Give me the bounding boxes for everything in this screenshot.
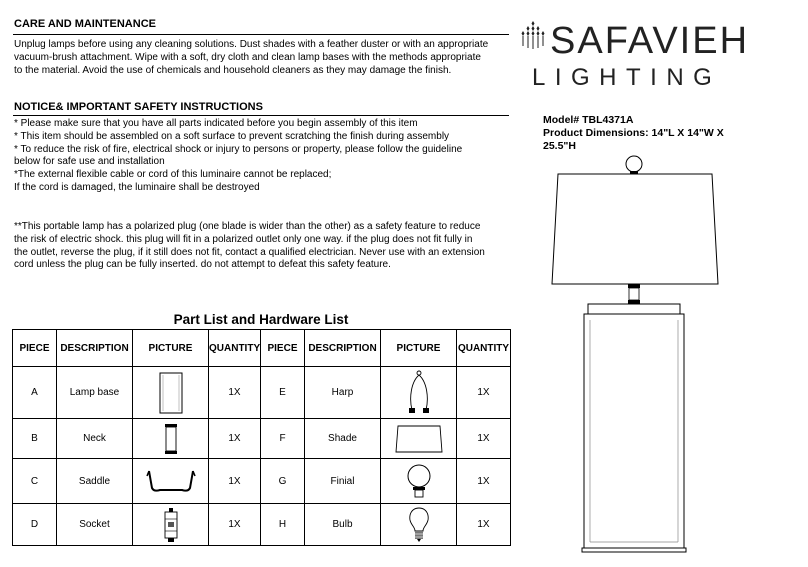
quantity-cell: 1X xyxy=(457,504,511,546)
product-dimensions: Product Dimensions: 14"L X 14"W X xyxy=(543,127,724,139)
description-cell: Socket xyxy=(57,504,133,546)
quantity-cell: 1X xyxy=(209,419,261,459)
product-dimensions-cont: 25.5"H xyxy=(543,140,576,152)
table-row xyxy=(13,504,511,546)
polarized-plug-paragraph xyxy=(14,221,485,272)
picture-cell xyxy=(133,367,209,419)
picture-cell xyxy=(381,459,457,504)
table-row xyxy=(13,367,511,419)
notice-line: * To reduce the risk of fire, electrical shock or injury to persons or property, please follow the guideline xyxy=(14,143,463,155)
picture-cell xyxy=(133,504,209,546)
description-cell: Saddle xyxy=(57,459,133,504)
header-description: DESCRIPTION xyxy=(305,330,381,367)
notice-divider xyxy=(13,115,509,116)
lamp-base-icon xyxy=(159,372,183,414)
table-header-row xyxy=(13,330,511,367)
chandelier-logo-icon xyxy=(518,20,548,50)
header-piece: PIECE xyxy=(13,330,57,367)
table-row xyxy=(13,459,511,504)
saddle-icon xyxy=(146,468,196,494)
picture-cell xyxy=(381,419,457,459)
piece-cell: B xyxy=(13,419,57,459)
care-divider xyxy=(13,34,509,35)
plug-line: **This portable lamp has a polarized plug (one blade is wider than the other) as a safety feature to reduce xyxy=(14,221,481,232)
description-cell: Finial xyxy=(305,459,381,504)
socket-icon xyxy=(162,507,180,543)
notice-line: If the cord is damaged, the luminaire shall be destroyed xyxy=(14,181,260,193)
notice-heading: NOTICE& IMPORTANT SAFETY INSTRUCTIONS xyxy=(14,101,263,113)
description-cell: Harp xyxy=(305,367,381,419)
model-number: Model# TBL4371A xyxy=(543,114,634,126)
description-cell: Lamp base xyxy=(57,367,133,419)
finial-icon xyxy=(406,463,432,499)
description-cell: Bulb xyxy=(305,504,381,546)
header-quantity: QUANTITY xyxy=(209,330,261,367)
plug-line: cord unless the plug can be fully inserted. do not attempt to defeat this safety feature. xyxy=(14,259,391,271)
picture-cell xyxy=(133,419,209,459)
quantity-cell: 1X xyxy=(457,459,511,504)
notice-line: below for safe use and installation xyxy=(14,156,165,168)
brand-name: SAFAVIEH xyxy=(550,20,750,62)
notice-line: *The external flexible cable or cord of this luminaire cannot be replaced; xyxy=(14,169,332,181)
picture-cell xyxy=(381,367,457,419)
quantity-cell: 1X xyxy=(457,419,511,459)
piece-cell: D xyxy=(13,504,57,546)
plug-line: the risk of electric shock. this plug will fit in a polarized outlet only one way. if the plug does not fit fully in xyxy=(14,233,473,245)
table-lamp-illustration xyxy=(540,150,740,560)
piece-cell: C xyxy=(13,459,57,504)
picture-cell xyxy=(133,459,209,504)
piece-cell: G xyxy=(261,459,305,504)
picture-cell xyxy=(381,504,457,546)
product-info xyxy=(543,114,724,153)
description-cell: Shade xyxy=(305,419,381,459)
header-description: DESCRIPTION xyxy=(57,330,133,367)
piece-cell: E xyxy=(261,367,305,419)
neck-icon xyxy=(163,423,179,455)
notice-line: * This item should be assembled on a soft surface to prevent scratching the finish during assembly xyxy=(14,130,450,142)
brand-sub: LIGHTING xyxy=(532,64,722,91)
quantity-cell: 1X xyxy=(209,459,261,504)
plug-line: the outlet, reverse the plug, if it still does not fit, contact a qualified electrician. Never use with an extension xyxy=(14,246,485,258)
description-cell: Neck xyxy=(57,419,133,459)
quantity-cell: 1X xyxy=(209,504,261,546)
header-piece: PIECE xyxy=(261,330,305,367)
shade-icon xyxy=(394,424,444,454)
parts-table-title: Part List and Hardware List xyxy=(173,312,349,327)
notice-line: * Please make sure that you have all parts indicated before you begin assembly of this item xyxy=(14,118,418,129)
header-picture: PICTURE xyxy=(381,330,457,367)
piece-cell: A xyxy=(13,367,57,419)
quantity-cell: 1X xyxy=(209,367,261,419)
care-line: to the material. Avoid the use of chemicals and household cleaners as they may damage the finish. xyxy=(14,64,452,76)
piece-cell: F xyxy=(261,419,305,459)
bulb-icon xyxy=(408,507,430,543)
parts-table xyxy=(12,329,511,546)
table-row xyxy=(13,419,511,459)
harp-icon xyxy=(404,370,434,416)
quantity-cell: 1X xyxy=(457,367,511,419)
care-heading: CARE AND MAINTENANCE xyxy=(14,18,156,30)
header-picture: PICTURE xyxy=(133,330,209,367)
notice-paragraph xyxy=(14,118,462,195)
care-line: vacuum-brush attachment. Wipe with a soft, dry cloth and clean lamp bases with the methods appropriate xyxy=(14,51,481,63)
care-line: Unplug lamps before using any cleaning solutions. Dust shades with a feather duster or with an appropriate xyxy=(14,39,489,50)
header-quantity: QUANTITY xyxy=(457,330,511,367)
piece-cell: H xyxy=(261,504,305,546)
care-paragraph xyxy=(14,39,488,77)
